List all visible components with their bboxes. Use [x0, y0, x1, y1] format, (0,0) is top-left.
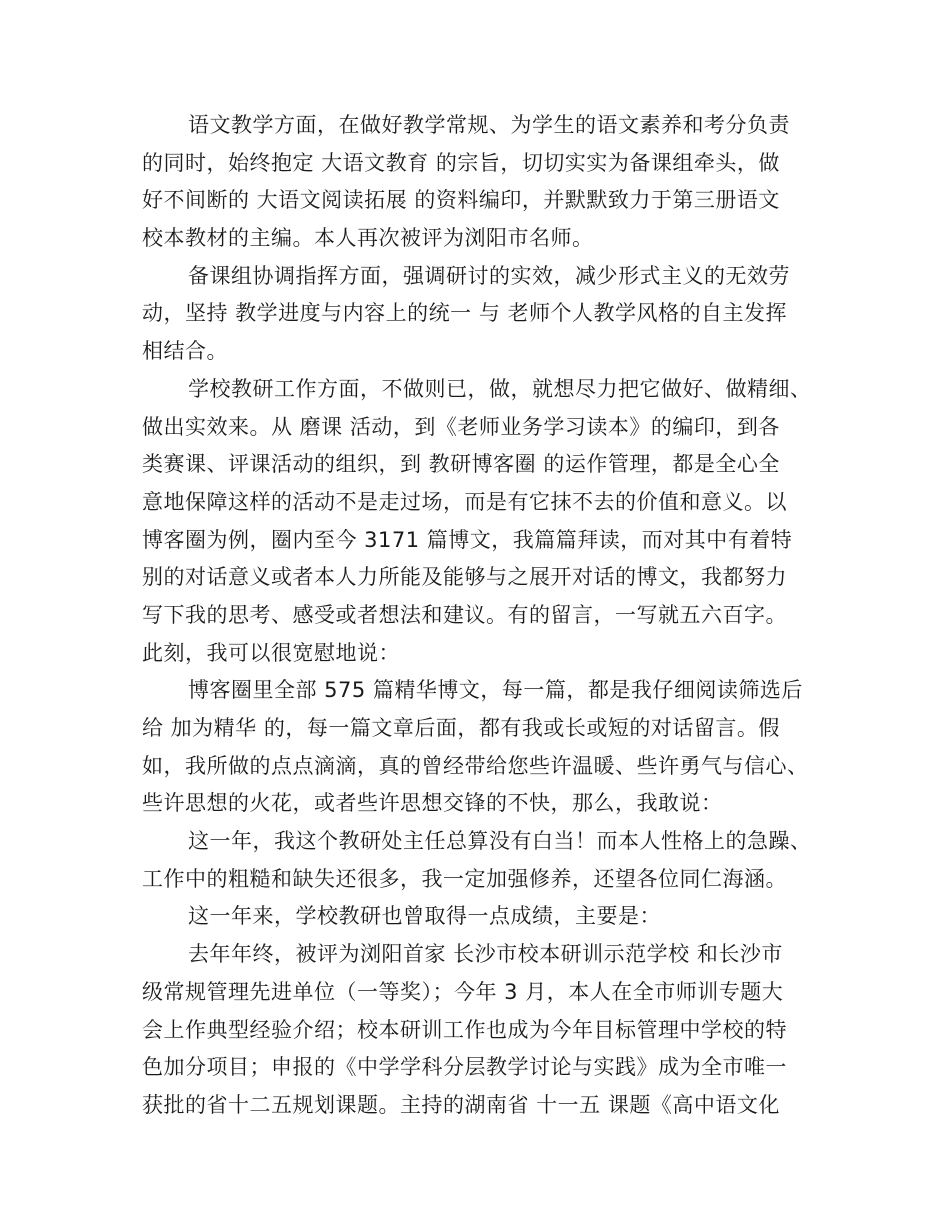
document-body	[142, 107, 812, 1125]
paragraph-line: 好不间断的 大语文阅读拓展 的资料编印，并默默致力于第三册语文	[142, 188, 780, 213]
paragraph-line: 会上作典型经验介绍；校本研训工作也成为今年目标管理中学校的特	[142, 1017, 787, 1042]
paragraph-first-line: 这一年来，学校教研也曾取得一点成绩，主要是：	[188, 904, 661, 929]
paragraph-first-line: 去年年终，被评为浏阳首家 长沙市校本研训示范学校 和长沙市	[188, 942, 783, 967]
paragraph-line: 做出实效来。从 磨课 活动，到《老师业务学习读本》的编印，到各	[142, 414, 780, 439]
paragraph-line: 写下我的思考、感受或者想法和建议。有的留言，一写就五六百字。	[142, 602, 787, 627]
paragraph-first-line: 博客圈里全部 575 篇精华博文，每一篇，都是我仔细阅读筛选后	[188, 678, 803, 703]
paragraph-first-line: 学校教研工作方面，不做则已，做，就想尽力把它做好、做精细、	[188, 376, 812, 401]
paragraph-first-line: 这一年，我这个教研处主任总算没有白当！而本人性格上的急躁、	[188, 829, 812, 854]
paragraph-line: 如，我所做的点点滴滴，真的曾经带给您些许温暖、些许勇气与信心、	[142, 753, 809, 778]
paragraph-line: 级常规管理先进单位（一等奖）；今年 3 月，本人在全市师训专题大	[142, 979, 784, 1004]
paragraph-line: 相结合。	[142, 339, 228, 364]
paragraph-line: 类赛课、评课活动的组织，到 教研博客圈 的运作管理，都是全心全	[142, 452, 780, 477]
paragraph-line: 别的对话意义或者本人力所能及能够与之展开对话的博文，我都努力	[142, 565, 787, 590]
paragraph-first-line: 语文教学方面，在做好教学常规、为学生的语文素养和考分负责	[188, 113, 790, 137]
paragraph-line: 色加分项目；申报的《中学学科分层教学讨论与实践》成为全市唯一	[142, 1055, 787, 1080]
paragraph-line: 给 加为精华 的，每一篇文章后面，都有我或长或短的对话留言。假	[142, 716, 780, 740]
paragraph-line: 工作中的粗糙和缺失还很多，我一定加强修养，还望各位同仁海涵。	[142, 866, 787, 891]
paragraph-line: 此刻，我可以很宽慰地说：	[142, 640, 400, 665]
paragraph-line: 些许思想的火花，或者些许思想交锋的不快，那么，我敢说：	[142, 791, 723, 816]
paragraph-line: 获批的省十二五规划课题。主持的湖南省 十一五 课题《高中语文化	[142, 1092, 780, 1117]
paragraph-line: 校本教材的主编。本人再次被评为浏阳市名师。	[142, 226, 594, 251]
paragraph-line: 博客圈为例，圈内至今 3171 篇博文，我篇篇拜读，而对其中有着特	[142, 527, 793, 552]
paragraph-first-line: 备课组协调指挥方面，强调研讨的实效，减少形式主义的无效劳	[188, 263, 790, 288]
paragraph-line: 动，坚持 教学进度与内容上的统一 与 老师个人教学风格的自主发挥	[142, 301, 788, 326]
paragraph-line: 的同时，始终抱定 大语文教育 的宗旨，切切实实为备课组牵头，做	[142, 150, 780, 175]
paragraph-line: 意地保障这样的活动不是走过场，而是有它抹不去的价值和意义。以	[142, 489, 787, 514]
